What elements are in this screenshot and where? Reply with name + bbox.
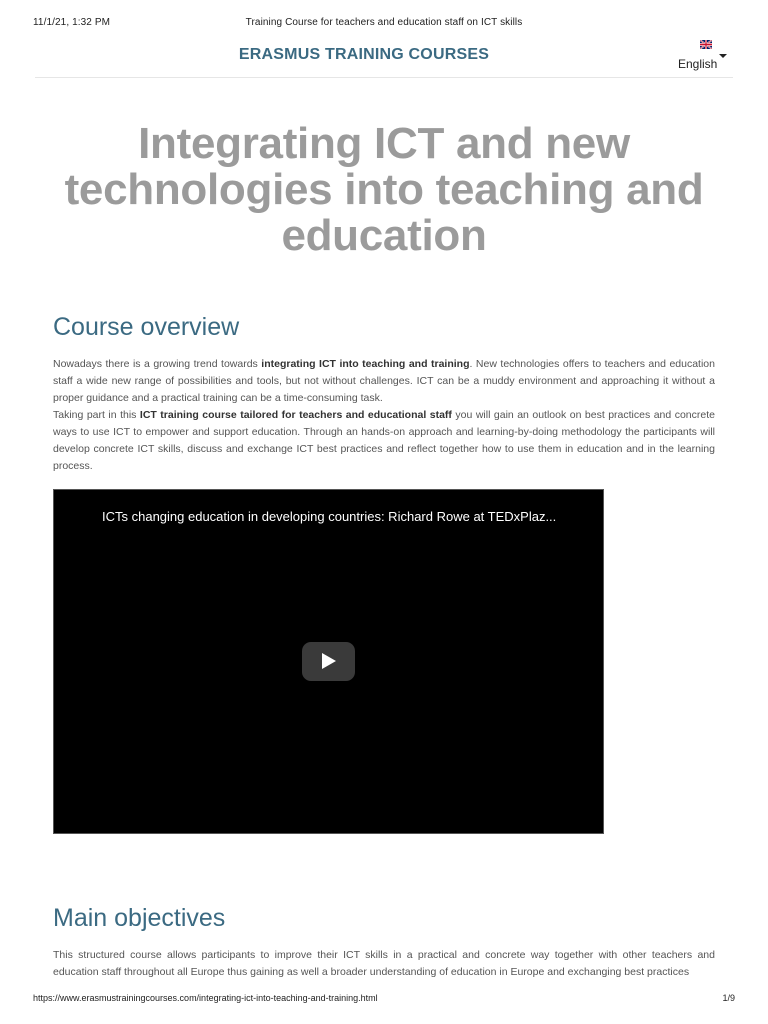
- play-icon: [322, 653, 336, 669]
- main-objectives-text: [53, 947, 715, 981]
- objectives-paragraph: This structured course allows participants to improve their ICT skills in a practical and concrete way together with other teachers and education staff throughout all Europe thus gaining as well a broader understanding of education in Europe and exchanging best practices: [53, 949, 715, 978]
- print-header: [0, 17, 768, 31]
- print-url: https://www.erasmustrainingcourses.com/integrating-ict-into-teaching-and-training.html: [33, 993, 378, 1003]
- print-page-title: Training Course for teachers and education staff on ICT skills: [245, 17, 523, 28]
- uk-flag-icon: [700, 40, 712, 49]
- page-title: Integrating ICT and new technologies into teaching and education: [64, 119, 704, 260]
- language-label: English: [678, 57, 718, 71]
- print-footer: [0, 993, 768, 1007]
- page-number: 1/9: [722, 993, 735, 1003]
- embedded-video[interactable]: [53, 489, 604, 834]
- course-overview-heading: Course overview: [53, 313, 240, 341]
- caret-down-icon: [719, 54, 727, 58]
- print-date: 11/1/21, 1:32 PM: [33, 17, 111, 28]
- overview-paragraph-1: Nowadays there is a growing trend towards integrating ICT into teaching and training. New technologies offers to teachers and education staff a wide new range of possibilities and tools, but not without challenges. ICT can be a muddy environment and approaching it without a proper guidance and a practical training can be a time-consuming task.: [53, 358, 715, 404]
- video-title[interactable]: ICTs changing education in developing countries: Richard Rowe at TEDxPlaz...: [102, 509, 557, 524]
- language-switcher[interactable]: [676, 40, 728, 72]
- course-overview-text: [53, 356, 715, 475]
- overview-paragraph-2: Taking part in this ICT training course tailored for teachers and educational staff you will gain an outlook on best practices and concrete ways to use ICT to empower and support education. Through an hands-on approach and learning-by-doing methodology the participants will develop concrete ICT skills, discuss and exchange ICT best practices and reflect together how to use them in education and in the learning process.: [53, 409, 715, 472]
- site-brand[interactable]: ERASMUS TRAINING COURSES: [238, 46, 490, 63]
- header-divider: [35, 77, 733, 78]
- video-play-button[interactable]: [302, 642, 355, 681]
- main-objectives-heading: Main objectives: [53, 904, 226, 932]
